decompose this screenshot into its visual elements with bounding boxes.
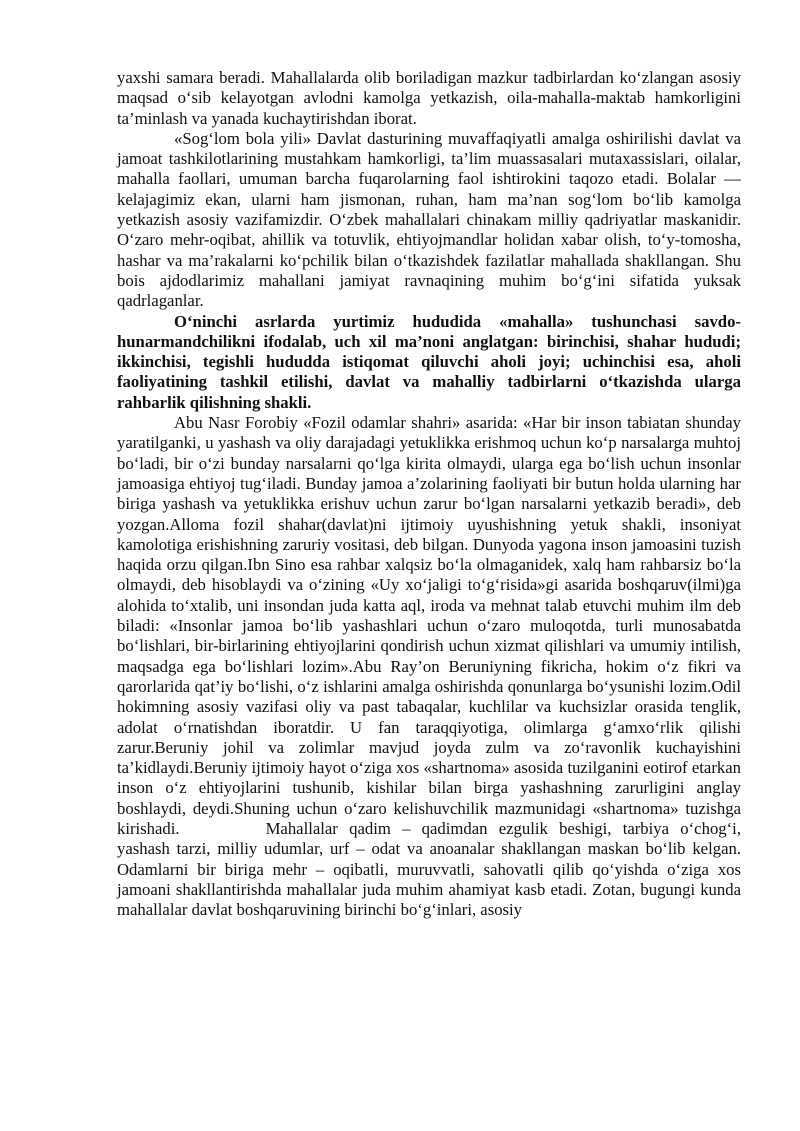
paragraph-mahalla-cradle: Mahallalar qadim – qadimdan ezgulik beshigi, tarbiya o‘chog‘i, yashash tarzi, milliy udumlar, urf – odat va anoanalar shakllangan maskan bo‘lib kelgan. Odamlarni bir biriga mehr – oqibatli, muruvvatli, sahovatli qilib qo‘yishda o‘ziga xos jamoani shakllantirishda mahallalar juda muhim ahamiyat kasb etadi. Zotan, bugungi kunda mahallalar davlat boshqaruvining birinchi bo‘g‘inlari, asosiy [117, 818, 741, 920]
paragraph-continuation: yaxshi samara beradi. Mahallalarda olib boriladigan mazkur tadbirlardan ko‘zlangan asosiy maqsad o‘sib kelayotgan avlodni kamolga yetkazish, oila-mahalla-maktab hamkorligini ta’minlash va yanada kuchaytirishdan iborat. [117, 68, 741, 128]
paragraph-healthy-child-year: «Sog‘lom bola yili» Davlat dasturining muvaffaqiyatli amalga oshirilishi davlat va jamoat tashkilotlarining mustahkam hamkorligi, ta’lim muassasalari mutaxassislari, oilalar, mahalla faollari, umuman barcha fuqarolarning faol ishtirokini taqozo etadi. Bolalar — kelajagimiz ekan, ularni ham jismonan, ruhan, ham ma’nan sog‘lom bo‘lib kamolga yetkazish asosiy vazifamizdir. O‘zbek mahallalari chinakam milliy qadriyatlar maskanidir. O‘zaro mehr-oqibat, ahillik va totuvlik, ehtiyojmandlar holidan xabar olish, to‘y-tomosha, hashar va ma’rakalarni ko‘pchilik bilan o‘tkazishdek fazilatlar mahallada shakllangan. Shu bois ajdodlarimiz mahallani jamiyat ravnaqining muhim bo‘g‘ini sifatida yuksak qadrlaganlar. [117, 128, 741, 311]
paragraph-thinkers-text: Abu Nasr Forobiy «Fozil odamlar shahri» asarida: «Har bir inson tabiatan shunday yaratilganki, u yashash va oliy darajadagi yetuklikka erishmoq uchun ko‘p narsalarga muhtoj bo‘ladi, bir o‘zi bunday narsalarni qo‘lga kirita olmaydi, ularga ega bo‘lish uchun insonlar jamoasiga ehtiyoj tug‘iladi. Bunday jamoa a’zolarining faoliyati bir butun holda ularning har biriga yashash va yetuklikka erishuv uchun zarur bo‘lgan narsalarni yetkazib beradi», deb yozgan.Alloma fozil shahar(davlat)ni ijtimoiy uyushishning yetuk shakli, insoniyat kamolotiga erishishning zaruriy vositasi, deb bilgan. Dunyoda yagona inson jamoasini tuzish haqida orzu qilgan.Ibn Sino esa rahbar xalqsiz bo‘la olmaganidek, xalq ham rahbarsiz bo‘la olmaydi, deb hisoblaydi va o‘zining «Uy xo‘jaligi to‘g‘risida»gi asarida boshqaruv(ilmi)ga alohida to‘xtalib, uni insondan juda katta aql, iroda va mehnat talab etuvchi muhim ilm deb biladi: «Insonlar jamoa bo‘lib yashashlari uchun o‘zaro muloqotda, turli munosabatda bo‘lishlari, bir-birlarining ehtiyojlarini qondirish uchun xizmat qilishlari va umumiy intilish, maqsadga ega bo‘lishlari lozim».Abu Ray’on Beruniyning fikricha, hokim o‘z fikri va qarorlarida qat’iy bo‘lishi, o‘z ishlarini amalga oshirishda qonunlarga bo‘ysunishi lozim.Odil hokimning asosiy vazifasi oliy va past tabaqalar, kuchlilar va kuchsizlar orasida tenglik, adolat o‘rnatishdan iboratdir. U fan taraqqiyotiga, olimlarga g‘amxo‘rlik qilishi zarur.Beruniy johil va zolimlar mavjud joyda zulm va zo‘ravonlik kuchayishini ta’kidlaydi.Beruniy ijtimoiy hayot o‘ziga xos «shartnoma» asosida tuzilganini eotirof etarkan inson o‘z ehtiyojlarini tushunib, kishilar bilan birga yashashning zarurligini anglay boshlaydi, deydi.Shuning uchun o‘zaro kelishuvchilik mazmunidagi «shartnoma» tuzishga kirishadi. [117, 413, 741, 838]
paragraph-thinkers [117, 413, 741, 920]
document-page [117, 68, 741, 920]
paragraph-mahalla-concept: O‘ninchi asrlarda yurtimiz hududida «mahalla» tushunchasi savdo-hunarmandchilikni ifodalab, uch xil ma’noni anglatgan: birinchisi, shahar hududi; ikkinchisi, tegishli hududda istiqomat qiluvchi aholi joyi; uchinchisi esa, aholi faoliyatining tashkil etilishi, davlat va mahalliy tadbirlarni o‘tkazishda ularga rahbarlik qilishning shakli. [117, 311, 741, 412]
